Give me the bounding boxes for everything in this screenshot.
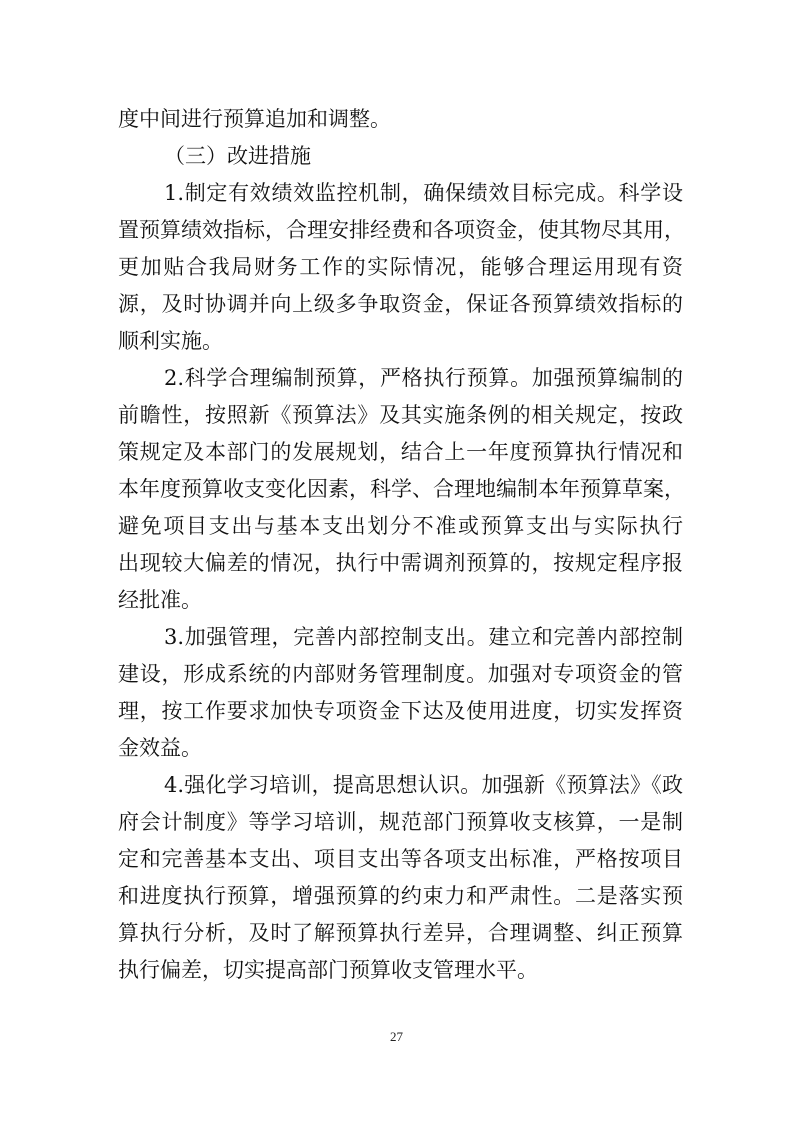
paragraph-4-line: 府会计制度》等学习培训，规范部门预算收支核算，一是制 bbox=[118, 810, 683, 834]
paragraph-3-line: 3.加强管理，完善内部控制支出。建立和完善内部控制 bbox=[164, 625, 683, 649]
page-number: 27 bbox=[390, 1029, 403, 1044]
paragraph-4-line: 定和完善基本支出、项目支出等各项支出标准，严格按项目 bbox=[118, 847, 683, 871]
paragraph-4-line: 执行偏差，切实提高部门预算收支管理水平。 bbox=[118, 958, 538, 982]
paragraph-4-line: 和进度执行预算，增强预算的约束力和严肃性。二是落实预 bbox=[118, 884, 683, 908]
paragraph-3-line: 金效益。 bbox=[118, 736, 202, 760]
paragraph-1-line: 1.制定有效绩效监控机制，确保绩效目标完成。科学设 bbox=[164, 181, 683, 205]
paragraph-1-line: 顺利实施。 bbox=[118, 329, 223, 353]
section-heading: （三）改进措施 bbox=[164, 144, 311, 168]
paragraph-3-line: 理，按工作要求加快专项资金下达及使用进度，切实发挥资 bbox=[118, 699, 683, 723]
paragraph-3-line: 建设，形成系统的内部财务管理制度。加强对专项资金的管 bbox=[118, 662, 683, 686]
paragraph-2-line: 避免项目支出与基本支出划分不准或预算支出与实际执行 bbox=[118, 514, 683, 538]
paragraph-2-line: 前瞻性，按照新《预算法》及其实施条例的相关规定，按政 bbox=[118, 403, 683, 427]
paragraph-1-line: 源，及时协调并向上级多争取资金，保证各预算绩效指标的 bbox=[118, 292, 683, 316]
paragraph-2-line: 策规定及本部门的发展规划，结合上一年度预算执行情况和 bbox=[118, 440, 683, 464]
paragraph-2-line: 2.科学合理编制预算，严格执行预算。加强预算编制的 bbox=[164, 366, 683, 390]
paragraph-2-line: 本年度预算收支变化因素，科学、合理地编制本年预算草案， bbox=[118, 477, 685, 501]
text-line: 度中间进行预算追加和调整。 bbox=[118, 107, 391, 131]
paragraph-1-line: 置预算绩效指标，合理安排经费和各项资金，使其物尽其用， bbox=[118, 218, 685, 242]
paragraph-2-line: 经批准。 bbox=[118, 588, 202, 612]
paragraph-4-line: 4.强化学习培训，提高思想认识。加强新《预算法》《政 bbox=[164, 773, 683, 797]
paragraph-1-line: 更加贴合我局财务工作的实际情况，能够合理运用现有资 bbox=[118, 255, 683, 279]
document-body bbox=[118, 101, 683, 989]
paragraph-4-line: 算执行分析，及时了解预算执行差异，合理调整、纠正预算 bbox=[118, 921, 683, 945]
paragraph-2-line: 出现较大偏差的情况，执行中需调剂预算的，按规定程序报 bbox=[118, 551, 683, 575]
